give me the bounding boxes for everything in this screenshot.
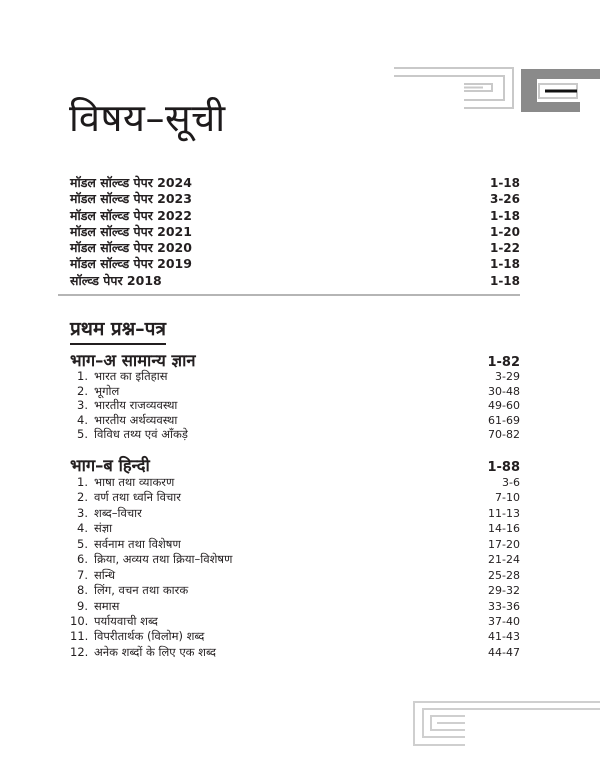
item-pages: 33-36: [488, 599, 520, 613]
item-title: भाषा तथा व्याकरण: [94, 475, 175, 489]
item-number: 5.: [77, 427, 88, 442]
item-number: 4.: [77, 521, 88, 536]
item-title: अनेक शब्दों के लिए एक शब्द: [94, 644, 216, 659]
paper-row: [70, 224, 520, 240]
part-a-header: [70, 348, 520, 371]
item-title: भूगोल: [94, 383, 120, 398]
toc-item-row: [70, 554, 520, 569]
item-number: 6.: [77, 552, 88, 567]
item-title: विविध तथ्य एवं आँकड़े: [94, 427, 188, 442]
bottom-right-ornament-icon: [410, 699, 600, 748]
paper-row: [70, 208, 520, 224]
item-number: 2.: [77, 490, 88, 505]
item-title: भारत का इतिहास: [94, 369, 168, 383]
toc-item-row: [70, 585, 520, 600]
item-pages: 14-16: [488, 522, 520, 536]
toc-item-row: [70, 371, 520, 386]
paper-label: मॉडल सॉल्व्ड पेपर 2023: [70, 191, 192, 207]
item-number: 8.: [77, 583, 88, 598]
item-title: शब्द–विचार: [94, 505, 142, 520]
divider: [58, 294, 520, 296]
paper-label: मॉडल सॉल्व्ड पेपर 2022: [70, 207, 192, 223]
paper-pages: 1-18: [489, 208, 520, 223]
item-pages: 7-10: [495, 491, 520, 505]
item-pages: 37-40: [488, 614, 520, 628]
item-number: 1.: [77, 475, 88, 489]
paper-pages: 3-26: [489, 192, 520, 207]
item-title: सन्धि: [94, 567, 116, 582]
toc-item-row: [70, 505, 520, 523]
item-number: 5.: [77, 536, 88, 551]
item-pages: 41-43: [488, 630, 520, 644]
item-title: भारतीय अर्थव्यवस्था: [94, 412, 178, 427]
toc-item-row: [70, 644, 520, 662]
item-title: भारतीय राजव्यवस्था: [94, 398, 178, 413]
item-pages: 49-60: [488, 399, 520, 413]
item-pages: 3-6: [502, 476, 520, 489]
item-title: वर्ण तथा ध्वनि विचार: [94, 490, 181, 505]
part-pages: 1-88: [487, 460, 520, 475]
item-number: 7.: [77, 567, 88, 582]
toc-item-row: [70, 429, 520, 444]
item-number: 4.: [77, 412, 88, 427]
item-title: विपरीतार्थक (विलोम) शब्द: [94, 629, 205, 644]
paper-label: मॉडल सॉल्व्ड पेपर 2020: [70, 240, 192, 256]
part-pages: 1-82: [487, 355, 520, 370]
paper-pages: 1-18: [489, 273, 520, 288]
paper-row: [70, 191, 520, 207]
paper-row: [70, 240, 520, 256]
solved-papers-list: [70, 175, 520, 289]
part-title: भाग–अ सामान्य ज्ञान: [70, 351, 196, 370]
item-pages: 25-28: [488, 568, 520, 582]
item-number: 3.: [77, 398, 88, 413]
item-number: 12.: [70, 644, 89, 659]
part-title: भाग–ब हिन्दी: [70, 456, 150, 475]
item-pages: 17-20: [488, 537, 520, 551]
item-pages: 29-32: [488, 584, 520, 598]
item-number: 11.: [70, 629, 89, 644]
page-title: विषय–सूची: [69, 96, 226, 140]
part-b-header: [70, 453, 520, 476]
item-number: 1.: [77, 369, 88, 383]
paper-row: [70, 273, 520, 289]
item-title: लिंग, वचन तथा कारक: [94, 583, 189, 598]
item-number: 10.: [70, 613, 89, 628]
paper-pages: 1-18: [489, 176, 520, 190]
item-pages: 30-48: [488, 384, 520, 398]
item-title: क्रिया, अव्यय तथा क्रिया–विशेषण: [94, 552, 233, 567]
item-pages: 21-24: [488, 553, 520, 567]
paper-pages: 1-22: [489, 241, 520, 256]
item-title: सर्वनाम तथा विशेषण: [94, 536, 181, 551]
paper-pages: 1-18: [489, 257, 520, 272]
paper-row: [70, 175, 520, 191]
item-number: 9.: [77, 598, 88, 613]
item-number: 3.: [77, 505, 88, 520]
item-number: 2.: [77, 383, 88, 398]
paper-pages: 1-20: [489, 224, 520, 239]
part-a-items: [70, 371, 520, 444]
item-pages: 44-47: [488, 645, 520, 659]
part-b-items: [70, 477, 520, 662]
item-title: पर्यायवाची शब्द: [94, 613, 158, 628]
item-title: संज्ञा: [94, 521, 113, 536]
item-pages: 61-69: [488, 413, 520, 427]
paper-label: मॉडल सॉल्व्ड पेपर 2024: [70, 175, 192, 190]
item-title: समास: [94, 598, 120, 613]
paper-label: मॉडल सॉल्व्ड पेपर 2021: [70, 223, 192, 239]
item-pages: 11-13: [488, 506, 520, 520]
paper-label: मॉडल सॉल्व्ड पेपर 2019: [70, 256, 192, 272]
paper-label: सॉल्व्ड पेपर 2018: [70, 272, 162, 288]
top-right-ornament-icon: [394, 63, 600, 116]
paper-row: [70, 256, 520, 272]
question-paper-heading: प्रथम प्रश्न–पत्र: [70, 318, 166, 345]
item-pages: 70-82: [488, 428, 520, 442]
item-pages: 3-29: [495, 370, 520, 383]
